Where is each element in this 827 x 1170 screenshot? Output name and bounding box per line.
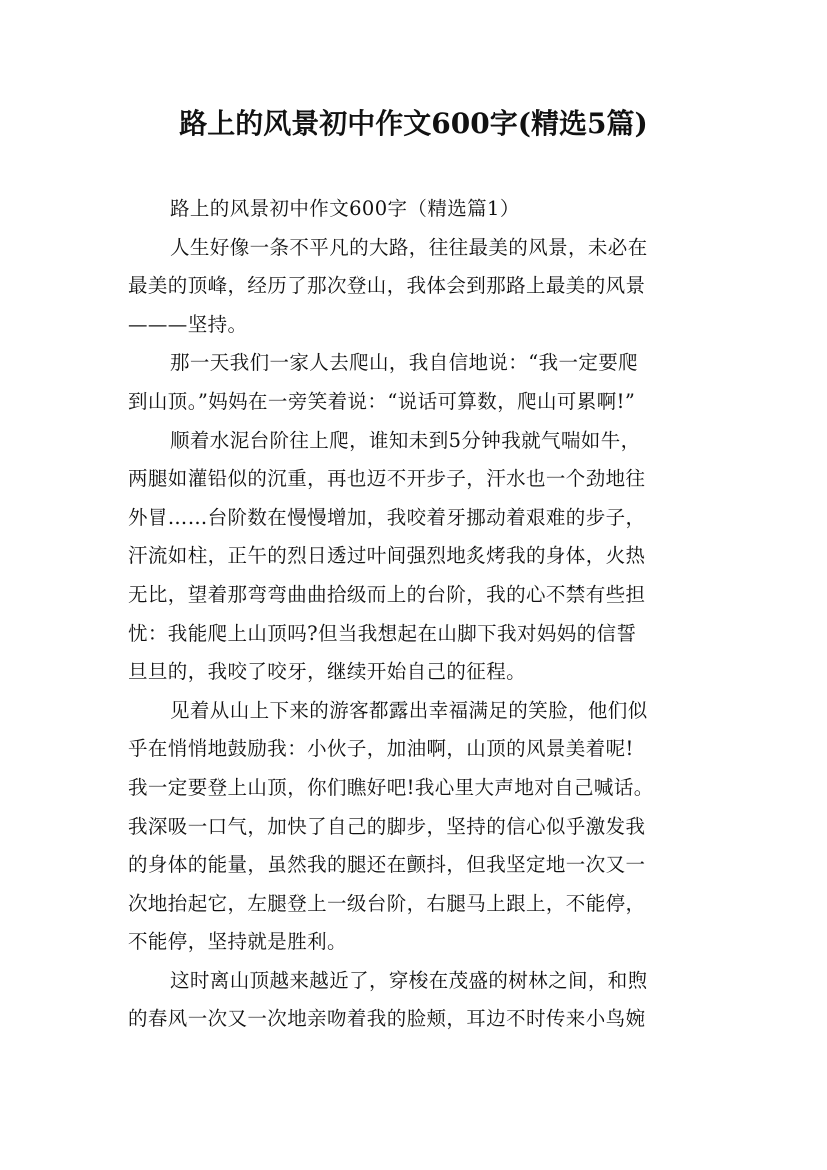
document-title: 路上的风景初中作文600字(精选5篇): [179, 107, 648, 140]
paragraph-line: 汗流如柱，正午的烈日透过叶间强烈地炙烤我的身体，火热: [128, 544, 646, 568]
paragraph-line: 无比，望着那弯弯曲曲拾级而上的台阶，我的心不禁有些担: [128, 582, 646, 606]
paragraph-line: 顺着水泥台阶往上爬，谁知未到5分钟我就气喘如牛，: [170, 428, 641, 452]
paragraph-line: 旦旦的，我咬了咬牙，继续开始自己的征程。: [128, 660, 527, 684]
paragraph-line: 人生好像一条不平凡的大路，往往最美的风景，未必在: [170, 235, 648, 259]
paragraph-line: 的春风一次又一次地亲吻着我的脸颊，耳边不时传来小鸟婉: [128, 1007, 646, 1031]
paragraph-line: 最美的顶峰，经历了那次登山，我体会到那路上最美的风景: [128, 274, 646, 298]
paragraph-line: 的身体的能量，虽然我的腿还在颤抖，但我坚定地一次又一: [128, 853, 646, 877]
paragraph-line: 这时离山顶越来越近了，穿梭在茂盛的树林之间，和煦: [170, 968, 648, 992]
paragraph-line: 两腿如灌铅似的沉重，再也迈不开步子，汗水也一个劲地往: [128, 467, 646, 491]
paragraph-line: 外冒……台阶数在慢慢增加，我咬着牙挪动着艰难的步子，: [128, 505, 646, 529]
paragraph-line: 到山顶。”妈妈在一旁笑着说：“说话可算数，爬山可累啊!”: [128, 389, 636, 413]
paragraph-line: 那一天我们一家人去爬山，我自信地说：“我一定要爬: [170, 351, 639, 375]
essay-body: [128, 190, 708, 1039]
paragraph-line: 不能停，坚持就是胜利。: [128, 930, 347, 954]
paragraph-line: ———坚持。: [128, 312, 248, 336]
paragraph-line: 我深吸一口气，加快了自己的脚步，坚持的信心似乎激发我: [128, 814, 646, 838]
paragraph-line: 忧：我能爬上山顶吗?但当我想起在山脚下我对妈妈的信誓: [128, 621, 637, 645]
paragraph-line: 次地抬起它，左腿登上一级台阶，右腿马上跟上，不能停，: [128, 891, 646, 915]
paragraph-line: 乎在悄悄地鼓励我：小伙子，加油啊，山顶的风景美着呢!: [128, 737, 634, 761]
paragraph-line: 见着从山上下来的游客都露出幸福满足的笑脸，他们似: [170, 698, 648, 722]
paragraph-line: 我一定要登上山顶，你们瞧好吧!我心里大声地对自己喊话。: [128, 775, 654, 799]
essay-subheading: 路上的风景初中作文600字（精选篇1）: [170, 197, 520, 220]
